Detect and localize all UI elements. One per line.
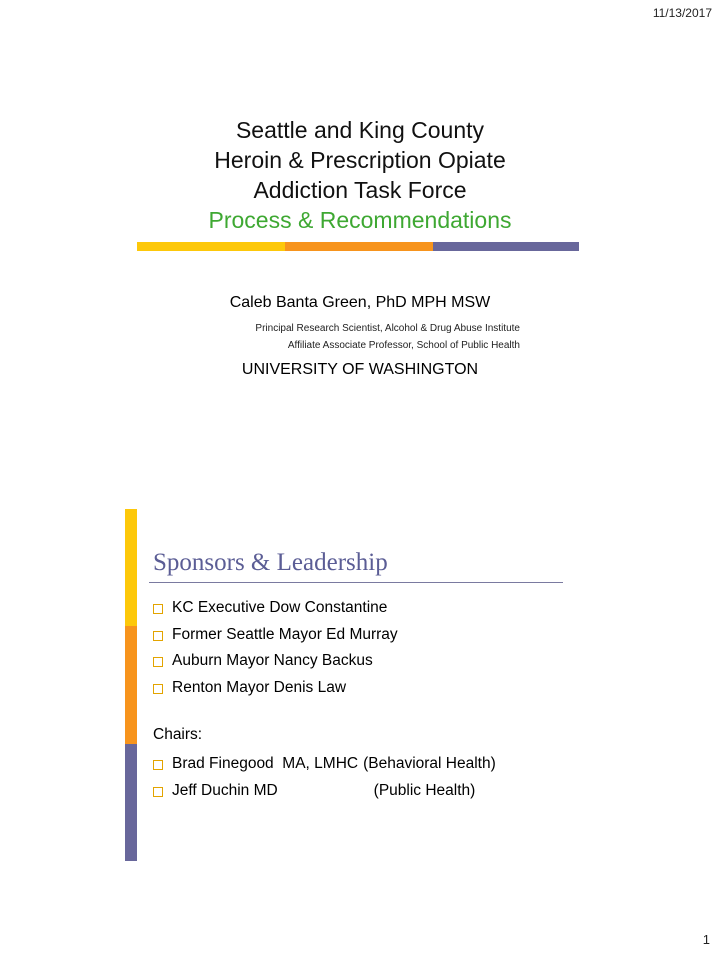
sponsor-text: Auburn Mayor Nancy Backus <box>172 652 373 669</box>
square-bullet-icon <box>153 760 163 770</box>
chair-name: Brad Finegood MA, LMHC <box>172 755 359 772</box>
sponsor-text: KC Executive Dow Constantine <box>172 599 388 616</box>
page-number: 1 <box>702 932 710 947</box>
square-bullet-icon <box>153 631 163 641</box>
sponsor-text: Renton Mayor Denis Law <box>172 678 347 696</box>
square-bullet-icon <box>153 604 163 614</box>
sponsor-list <box>153 595 398 701</box>
slide1-title <box>0 115 720 235</box>
chairs-list <box>153 751 496 804</box>
color-bar-yellow <box>137 242 285 251</box>
accent-bar-purple <box>125 744 137 861</box>
accent-bar-orange <box>125 626 137 744</box>
slide2-accent-bar <box>125 509 137 861</box>
square-bullet-icon <box>153 657 163 667</box>
color-bar-orange <box>285 242 433 251</box>
author-name: Caleb Banta Green, PhD MPH MSW <box>229 294 491 311</box>
title-highlight: Process & Recommendations <box>208 207 512 233</box>
color-bar-purple <box>433 242 579 251</box>
chair-role: (Public Health) <box>373 781 476 799</box>
list-item <box>153 648 398 675</box>
list-item <box>153 595 398 622</box>
title-line-2: Heroin & Prescription Opiate <box>214 147 506 173</box>
list-item <box>153 622 398 649</box>
accent-bar-yellow <box>125 509 137 626</box>
chairs-label: Chairs: <box>153 726 203 743</box>
chair-role: (Behavioral Health) <box>363 755 496 772</box>
list-item <box>153 675 398 702</box>
title-color-bar <box>137 242 579 251</box>
institution-name: UNIVERSITY OF WASHINGTON <box>241 361 479 378</box>
square-bullet-icon <box>153 684 163 694</box>
affiliation-line-2: Affiliate Associate Professor, School of Public Health <box>287 340 520 351</box>
print-date: 11/13/2017 <box>652 6 712 20</box>
slide2-title: Sponsors & Leadership <box>153 549 388 576</box>
title-line-3: Addiction Task Force <box>253 177 467 203</box>
sponsor-text: Former Seattle Mayor Ed Murray <box>172 625 398 643</box>
chair-name: Jeff Duchin MD <box>172 781 278 799</box>
list-item <box>153 778 496 805</box>
list-item <box>153 751 496 778</box>
title-divider <box>149 582 563 583</box>
square-bullet-icon <box>153 787 163 797</box>
title-line-1: Seattle and King County <box>235 117 485 143</box>
affiliation-line-1: Principal Research Scientist, Alcohol & Drug Abuse Institute <box>255 323 520 334</box>
